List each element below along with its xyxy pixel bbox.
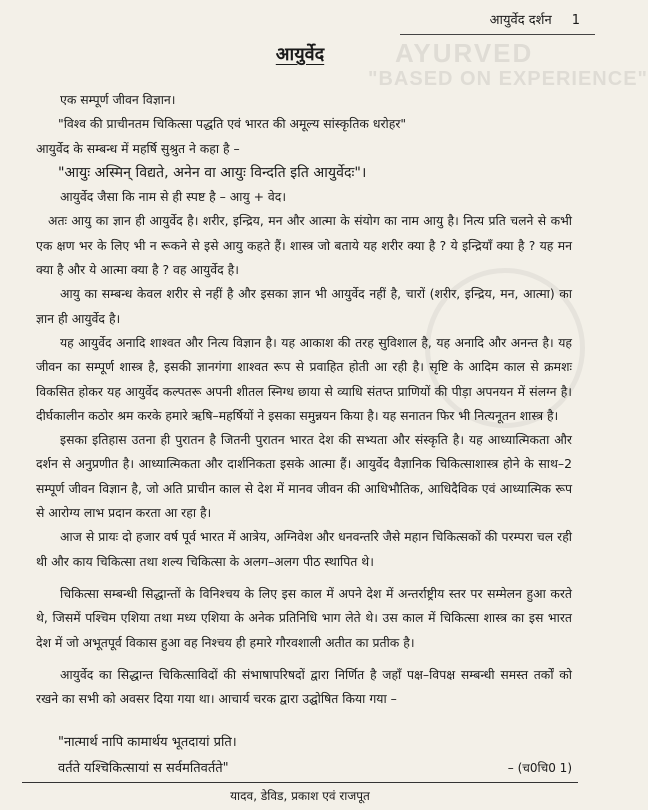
paragraph: आयु का सम्बन्ध केवल शरीर से नहीं है और इसका ज्ञान भी आयुर्वेद नहीं है, चारों (शरीर, इन्द्रिय, मन, आत्मा) का ज्ञान ही आयुर्वेद है। (36, 286, 572, 326)
footer-authors: यादव, डेविड, प्रकाश एवं राजपूत (230, 789, 370, 803)
line-sushruta-shloka: "आयुः अस्मिन् विद्यते, अनेन वा आयुः विन्दति इति आयुर्वेदः"। (58, 164, 367, 181)
paragraph: चिकित्सा सम्बन्धी सिद्धान्तों के विनिश्चय के लिए इस काल में अपने देश में अन्तर्राष्ट्रीय स्तर पर सम्मेलन हुआ करते थे, जिसमें पश्चिम एशिया तथा मध्य एशिया के अनेक प्रतिनिधि भाग लेते थे। उस काल में चिकित्सा शास्त्र का इस भारत देश में जो अभूतपूर्व विकास हुआ वह निश्चय ही हमारे गौरवशाली अतीत का प्रतीक है। (36, 585, 572, 650)
paragraph: यह आयुर्वेद अनादि शाश्वत और नित्य विज्ञान है। यह आकाश की तरह सुविशाल है, यह अनादि और अनन्त है। यह जीवन का सम्पूर्ण शास्त्र है, इसकी ज्ञानगंगा शाश्वत रूप से प्रवाहित होती आ रही है। सृष्टि के आदिम काल से क्रमशः विकसित होकर यह आयुर्वेद कल्पतरू अपनी शीतल स्निग्ध छाया से व्याधि संतप्त प्राणियों की पीड़ा अपनयन में संलग्न है। दीर्घकालीन कठोर श्रम करके हमारे ऋषि–महर्षियों ने इसका समुन्नयन किया है। यह सनातन फिर भी नित्यनूतन शास्त्र है। (36, 334, 572, 423)
paragraph: अतः आयु का ज्ञान ही आयुर्वेद है। शरीर, इन्द्रिय, मन और आत्मा के संयोग का नाम आयु है। नित्य प्रति चलने से कभी एक क्षण भर के लिए भी न रूकने से इसे आयु कहते हैं। शास्त्र जो बताये यह शरीर क्या है ? ये इन्द्रियाँ क्या है ? यह मन क्या है और ये आत्मा क्या है ? वह आयुर्वेद है। (36, 213, 572, 278)
running-header (490, 10, 580, 28)
verse-line2-row (58, 756, 572, 781)
watermark-line1: AYURVED (395, 38, 534, 68)
watermark-line2: "BASED ON EXPERIENCE" (368, 68, 648, 90)
verse-reference: – (च0चि0 1) (507, 760, 572, 775)
paragraph: आज से प्रायः दो हजार वर्ष पूर्व भारत में आत्रेय, अग्निवेश और धनवन्तरि जैसे महान चिकित्सकों की परम्परा चल रही थी और काय चिकित्सा तथा शल्य चिकित्सा के अलग–अलग पीठ स्थापित थे। (36, 529, 572, 569)
line-name-meaning: आयुर्वेद जैसा कि नाम से ही स्पष्ट है – आयु + वेद। (60, 189, 287, 205)
line-heritage-quote: "विश्व की प्राचीनतम चिकित्सा पद्धति एवं भारत की अमूल्य सांस्कृतिक धरोहर" (58, 116, 407, 132)
verse-line1: "नात्मार्थ नापि कामार्थय भूतदायां प्रति। (58, 735, 237, 751)
paragraph: इसका इतिहास उतना ही पुरातन है जितनी पुरातन भारत देश की सभ्यता और संस्कृति है। यह आध्यात्मिकता और दर्शन से अनुप्रणीत है। आध्यात्मिकता और दार्शनिकता इसके आत्मा हैं। आयुर्वेद वैज्ञानिक चिकित्साशास्त्र होने के साथ–2 सम्पूर्ण जीवन विज्ञान है, जो अति प्राचीन काल से देश में मानव जीवन की आधिभौतिक, आधिदैविक एवं आध्यात्मिक रूप से आरोग्य लाभ प्रदान करता आ रहा है। (36, 432, 572, 521)
header-rule (400, 34, 595, 35)
line-sushruta-intro: आयुर्वेद के सम्बन्ध में महर्षि सुश्रुत ने कहा है – (36, 140, 240, 156)
page-title (0, 42, 600, 66)
running-title: आयुर्वेद दर्शन (489, 13, 552, 28)
line-subtitle: एक सम्पूर्ण जीवन विज्ञान। (60, 92, 176, 107)
paragraph: आयुर्वेद का सिद्धान्त चिकित्साविदों की संभाषापरिषदों द्वारा निर्णित है जहाँ पक्ष–विपक्ष सम्बन्धी समस्त तर्कों को रखने का सभी को अवसर दिया गया था। आचार्य चरक द्वारा उद्घोषित किया गया – (36, 666, 572, 707)
verse-line2: वर्तते यश्चिकित्सायां स सर्वमतिवर्तते" (58, 760, 229, 776)
page-number: 1 (571, 13, 580, 28)
footer-rule (22, 782, 578, 783)
body-text (36, 88, 572, 781)
page-title-text: आयुर्वेद (275, 44, 325, 65)
